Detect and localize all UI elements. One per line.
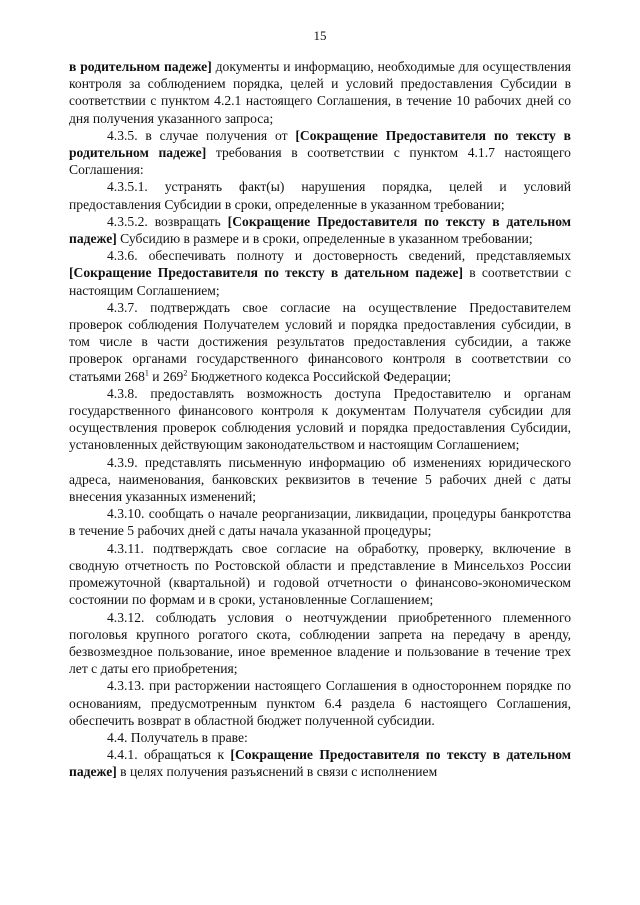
superscript: 2: [183, 368, 188, 378]
paragraph-4-3-13: [69, 677, 571, 729]
paragraph-4-4: [69, 729, 571, 746]
text-run: 4.4. Получатель в праве:: [107, 729, 248, 745]
text-run: 4.3.12. соблюдать условия о неотчуждении приобретенного племенного поголовья крупного рогатого скота, соблюдении запрета на передачу в аренду, безвозмездное пользование, иное временное владение и пользование в течение трех лет с даты его приобретения;: [69, 609, 571, 677]
text-run: 4.3.5. в случае получения от: [107, 127, 296, 143]
paragraph-4-3-12: [69, 609, 571, 678]
text-run: и 269: [148, 368, 184, 384]
paragraph-4-3-11: [69, 540, 571, 609]
text-run: 4.3.10. сообщать о начале реорганизации, ликвидации, процедуры банкротства в течение 5 рабочих дней с даты начала указанной процедуры;: [69, 506, 571, 539]
text-run: 4.3.5.2. возвращать: [107, 213, 228, 229]
paragraph-4-3-5: [69, 127, 571, 179]
text-run: 4.3.7. подтверждать свое согласие на осуществление Предоставителем проверок соблюдения Получателем условий и порядка предоставления субсидии, в том числе в части достижения результатов предоставления субсидии, а также проверок органами государственного финансового контроля в соответствии со статьями 268: [69, 299, 571, 384]
paragraph-4-3-5-2: [69, 213, 571, 247]
text-run: 4.3.5.1. устранять факт(ы) нарушения порядка, целей и условий предоставления Субсидии в сроки, определенные в указанном требовании;: [69, 179, 571, 212]
bold-placeholder: [Сокращение Предоставителя по тексту в родительном падеже]: [69, 127, 571, 161]
text-run: 4.3.13. при расторжении настоящего Соглашения в одностороннем порядке по основаниям, предусмотренным пунктом 6.4 раздела 6 настоящего Соглашения, обеспечить возврат в областной бюджет полученной субсидии.: [69, 678, 571, 728]
text-run: 4.3.8. предоставлять возможность доступа Предоставителю и органам государственного финансового контроля к документам Получателя субсидии для осуществления проверок соблюдения условий и порядка предоставления Субсидии, установленных действующим законодательством и настоящим Соглашением;: [69, 385, 571, 453]
bold-placeholder: в родительном падеже]: [69, 59, 212, 74]
text-run: 4.4.1. обращаться к: [107, 747, 231, 763]
bold-placeholder: [Сокращение Предоставителя по тексту в дательном падеже]: [69, 747, 571, 780]
text-run: Бюджетного кодекса Российской Федерации;: [187, 368, 452, 384]
paragraph-4-3-10: [69, 505, 571, 539]
text-run: 4.3.9. представлять письменную информацию об изменениях юридического адреса, наименования, банковских реквизитов в течение 5 рабочих дней с даты внесения указанных изменений;: [69, 454, 571, 505]
paragraph-4-3-6: [69, 247, 571, 299]
text-run: документы и информацию, необходимые для осуществления контроля за соблюдением порядка, целей и условий предоставления Субсидии в соответствии с пунктом 4.2.1 настоящего Соглашения, в течение 10 рабочих дней со дня получения указанного запроса;: [69, 59, 571, 126]
paragraph-4-3-9: [69, 454, 571, 506]
text-run: в соответствии с настоящим Соглашением;: [69, 265, 571, 298]
paragraph-4-3-5-1: [69, 178, 571, 212]
paragraph-4-3-7: [69, 299, 571, 385]
text-run: 4.3.6. обеспечивать полноту и достоверность сведений, представляемых: [107, 248, 571, 264]
text-run: требования в соответствии с пунктом 4.1.7 настоящего Соглашения:: [69, 145, 571, 178]
document-body: [69, 58, 571, 781]
text-run: в целях получения разъяснений в связи с исполнением: [116, 764, 438, 780]
text-run: 4.3.11. подтверждать свое согласие на обработку, проверку, включение в сводную отчетность по Ростовской области и представление в Минсельхоз России промежуточной (квартальной) и годовой отчетности о финансово-экономическом состоянии по формам и в сроки, установленные Соглашением;: [69, 540, 571, 608]
paragraph-4-3-8: [69, 385, 571, 454]
text-run: Субсидию в размере и в сроки, определенные в указанном требовании;: [116, 231, 533, 247]
bold-placeholder: [Сокращение Предоставителя по тексту в дательном падеже]: [69, 265, 463, 281]
paragraph-4-4-1: [69, 746, 571, 780]
page-number: 15: [313, 28, 327, 43]
paragraph-continuation: [69, 58, 571, 127]
bold-placeholder: [Сокращение Предоставителя по тексту в дательном падеже]: [69, 213, 572, 247]
superscript: 1: [144, 368, 149, 378]
